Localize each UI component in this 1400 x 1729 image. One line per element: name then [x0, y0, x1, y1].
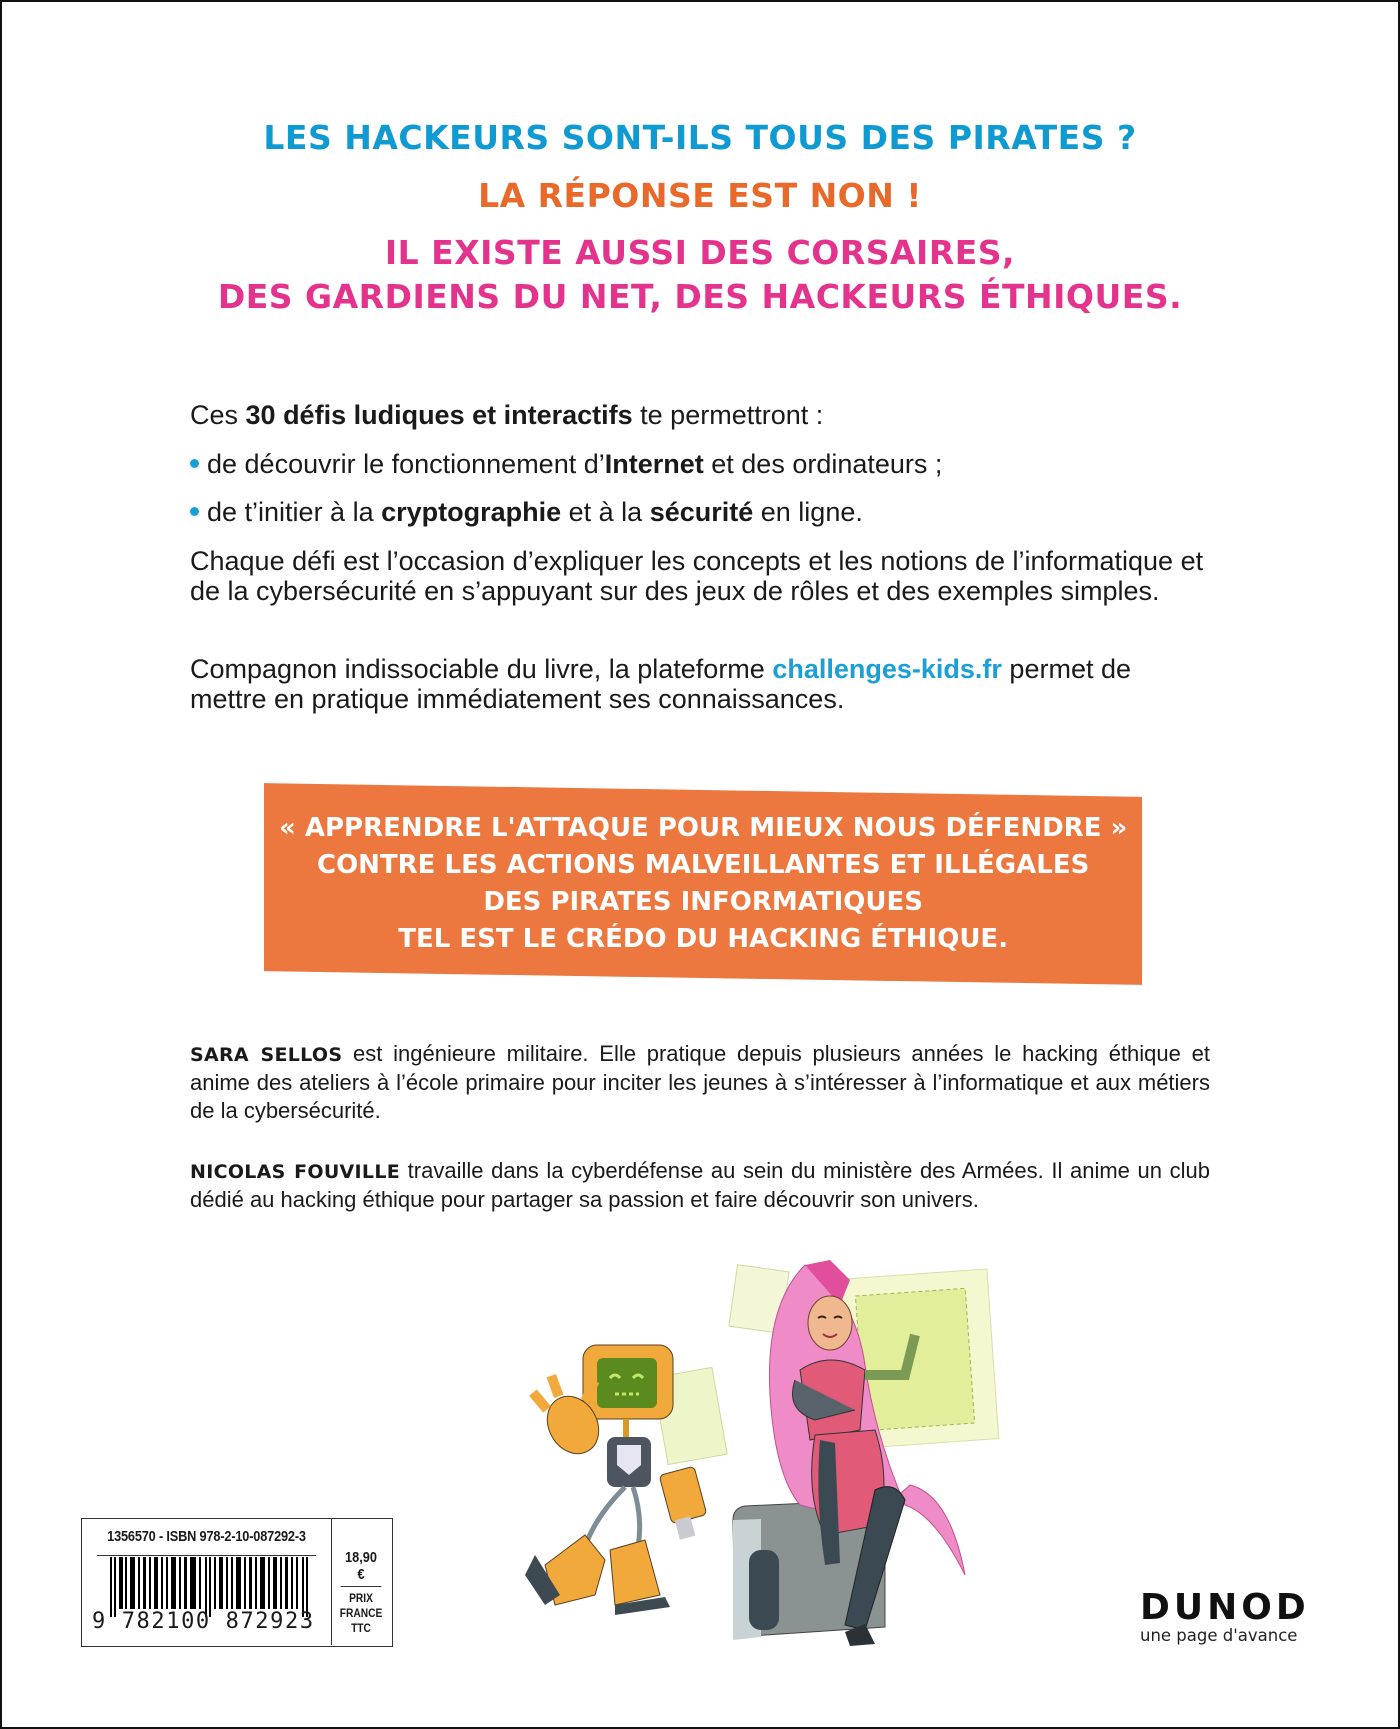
- price-label-line: FRANCE: [339, 1606, 383, 1620]
- platform-text: permet de mettre en pratique immédiatement ses connaissances.: [190, 654, 1131, 714]
- bullet-text: en ligne.: [753, 497, 863, 527]
- author-bio-sara: [190, 1040, 1210, 1125]
- isbn-text: 1356570 - ISBN 978-2-10-087292-3: [97, 1519, 316, 1556]
- price: 18,90 €: [341, 1549, 382, 1587]
- platform-text: Compagnon indissociable du livre, la plateforme: [190, 654, 773, 684]
- bullet-bold: Internet: [604, 449, 704, 479]
- bullet-text: et des ordinateurs ;: [703, 449, 943, 479]
- barcode-section: [82, 1519, 332, 1645]
- price-label-line: TTC: [351, 1621, 371, 1635]
- bullet-text: de découvrir le fonctionnement d’: [207, 449, 605, 479]
- bullet-text: de t’initier à la: [207, 497, 382, 527]
- bullet-text: et à la: [561, 497, 650, 527]
- publisher-name: DUNOD: [1140, 1587, 1310, 1628]
- publisher-logo: [1140, 1587, 1322, 1645]
- headline-statement: [0, 231, 1400, 319]
- bullet-crypto: [190, 497, 863, 527]
- headline-statement-line1: IL EXISTE AUSSI DES CORSAIRES,: [384, 233, 1016, 272]
- bullet-dot-icon: [190, 507, 199, 516]
- barcode-bars-icon: [92, 1557, 322, 1617]
- bullet-bold: sécurité: [649, 497, 754, 527]
- platform-paragraph: [190, 654, 1210, 714]
- price-section: [331, 1519, 391, 1645]
- robot-and-hacker-illustration-icon: [515, 1260, 1035, 1660]
- headline-answer: LA RÉPONSE EST NON !: [478, 176, 922, 215]
- price-label-line: PRIX: [349, 1591, 373, 1605]
- headline-statement-line2: DES GARDIENS DU NET, DES HACKEURS ÉTHIQUES.: [217, 277, 1183, 316]
- barcode-label: [81, 1518, 393, 1647]
- author-bio: travaille dans la cyberdéfense au sein du ministère des Armées. Il anime un club dédié au hacking éthique pour partager sa passion et faire découvrir son univers.: [190, 1158, 1210, 1212]
- headline-question: LES HACKEURS SONT-ILS TOUS DES PIRATES ?: [263, 118, 1137, 157]
- quote-line: CONTRE LES ACTIONS MALVEILLANTES ET ILLÉGALES: [316, 849, 1090, 880]
- intro-paragraph: [190, 400, 1210, 430]
- quote-line: « APPRENDRE L'ATTAQUE POUR MIEUX NOUS DÉFENDRE »: [278, 812, 1128, 843]
- intro-prefix: Ces: [190, 400, 246, 430]
- author-bio: est ingénieure militaire. Elle pratique depuis plusieurs années le hacking éthique et anime des ateliers à l’école primaire pour inciter les jeunes à s’intéresser à l’informatique et aux métiers de la cybersécurité.: [190, 1041, 1210, 1123]
- author-bio-nicolas: [190, 1157, 1210, 1214]
- barcode-digits: 9 782100 872923: [92, 1609, 315, 1634]
- challenge-paragraph: Chaque défi est l’occasion d’expliquer les concepts et les notions de l’informatique et de la cybersécurité en s’appuyant sur des jeux de rôles et des exemples simples.: [190, 546, 1204, 606]
- bullet-internet: [190, 449, 942, 479]
- cover-illustration: [515, 1260, 1035, 1660]
- bullet-dot-icon: [190, 459, 199, 468]
- author-name: NICOLAS FOUVILLE: [190, 1161, 401, 1183]
- quote-text: [279, 810, 1127, 958]
- quote-line: DES PIRATES INFORMATIQUES: [483, 886, 923, 917]
- intro-bold: 30 défis ludiques et interactifs: [245, 400, 633, 430]
- quote-banner: [264, 783, 1142, 985]
- price-label: [336, 1591, 387, 1636]
- publisher-tagline: une page d'avance: [1140, 1626, 1298, 1645]
- bullet-bold: cryptographie: [381, 497, 562, 527]
- intro-suffix: te permettront :: [632, 400, 824, 430]
- platform-link[interactable]: challenges-kids.fr: [772, 654, 1002, 684]
- quote-line: TEL EST LE CRÉDO DU HACKING ÉTHIQUE.: [398, 923, 1008, 954]
- author-name: SARA SELLOS: [190, 1044, 343, 1066]
